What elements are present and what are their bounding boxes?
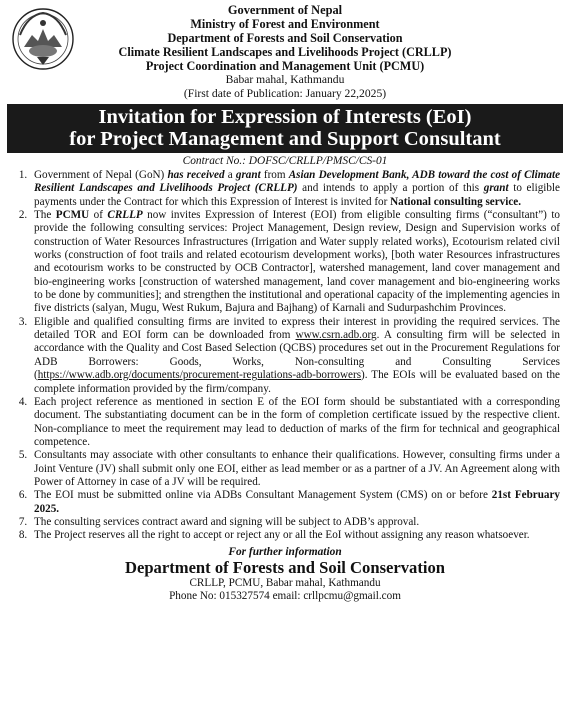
text-segment: PCMU [55, 209, 90, 222]
unit-name: Project Coordination and Management Unit (PCMU) [145, 59, 425, 73]
footer-contact: Phone No: 015327574 email: crllpcmu@gmail.com [169, 589, 401, 602]
list-item: 7. The consulting services contract award and signing will be subject to ADB’s approval. [30, 516, 560, 529]
list-item: 5. Consultants may associate with other consultants to enhance their qualifications. However, consulting firms under a Joint Venture (JV) shall submit only one EOI, either as lead member or as a partner of a JV. An Agreement along with Power of Attorney in case of a JV will be required. [30, 449, 560, 489]
text-segment: . A consulting firm will be selected in accordance with the Quality and Cost Based Selection (QCBS) procedures set out in the Procurement Regulations for ADB Borrowers: Goods, Works, Non-consulting and Consulting Services ( [34, 329, 560, 382]
text-segment: CRLLP [107, 209, 143, 222]
title-banner [7, 104, 563, 153]
list-item: 4. Each project reference as mentioned in section E of the EOI form should be substantiated with a corresponding document. The substantiating document can be in the form of completion certificate issued by the respective client. Non-compliance to meet the requirement may lead to deduction of marks of the firm for technical and geographical competence. [30, 396, 560, 449]
text-segment: Asian Development Bank, ADB toward the cost of Climate Resilient Landscapes and Livelihoods Project (CRLLP) [34, 169, 561, 195]
submission-deadline: 21st February 2025. [34, 489, 560, 515]
notice-items [6, 169, 564, 543]
csrn-link[interactable]: www.csrn.adb.org [295, 329, 377, 342]
government-name: Government of Nepal [227, 3, 343, 17]
text-segment: and intends to apply a portion of this [297, 182, 484, 195]
project-name: Climate Resilient Landscapes and Livelihoods Project (CRLLP) [118, 45, 452, 59]
text-segment: a [224, 169, 236, 181]
further-info-label: For further information [228, 545, 342, 558]
text-segment: The [34, 209, 56, 222]
list-item [30, 316, 560, 396]
text-segment: grant [483, 182, 509, 195]
text-segment: from [260, 169, 289, 181]
text-segment: grant [235, 169, 261, 181]
notice-header [6, 0, 564, 101]
title-line-2: for Project Management and Support Consultant [69, 128, 501, 150]
list-item [30, 169, 560, 209]
text-segment: to eligible payments under the Contract for which this Expression of Interest is invited for [34, 182, 560, 208]
contract-number: Contract No.: DOFSC/CRLLP/PMSC/CS-01 [182, 155, 388, 167]
nepal-emblem-icon [10, 5, 76, 71]
footer-department: Department of Forests and Soil Conservation [124, 557, 446, 577]
adb-regulations-link[interactable]: https://www.adb.org/documents/procurement-regulations-adb-borrowers [37, 369, 362, 382]
footer-address: CRLLP, PCMU, Babar mahal, Kathmandu [189, 576, 381, 589]
text-segment: The EOI must be submitted online via ADBs Consultant Management System (CMS) on or before [34, 489, 492, 502]
notice-footer [6, 545, 564, 603]
text-segment: Eligible and qualified consulting firms are invited to express their interest in providing the required services. The detailed TOR and EOI form can be downloaded from [34, 315, 560, 342]
department-name: Department of Forests and Soil Conservation [167, 31, 403, 45]
list-item [30, 209, 560, 316]
text-segment: now invites Expression of Interest (EOI) from eligible consulting firms (“consultant”) to provide the following consulting services: Project Management, Design review, Design and Supervision works of construction of Water Resources Infrastructures (Irrigation and Water supply related works), Ecotourism related civil works (construction of foot trails and related ecotourism development works), [both water Resources infrastructures and ecotourism works to be constructed by OCB Contractor], watershed management, land cover management and bio-engineering works [construction of watershed management, land cover management and bio-engineering works to be done by communities]; and strengthen the institutional and operational capacity of the implementing agencies in five districts (salyan, Mugu, West Rukum, Bajura and Bajhang) of Karnali and Sudurpashchim Provinces. [34, 209, 560, 315]
list-item [30, 489, 560, 516]
list-item: 8. The Project reserves all the right to accept or reject any or all the EoI without assigning any reason whatsoever. [30, 529, 560, 542]
text-segment: has received [167, 169, 225, 181]
text-segment: of [89, 209, 108, 222]
publication-date: (First date of Publication: January 22,2025) [183, 87, 387, 100]
text-segment: National consulting service. [390, 195, 522, 208]
ministry-name: Ministry of Forest and Environment [190, 17, 380, 31]
text-segment: ). The EOIs will be evaluated based on the complete information provided by the firm/company. [34, 369, 560, 395]
header-address: Babar mahal, Kathmandu [225, 73, 345, 86]
text-segment: Government of Nepal (GoN) [34, 169, 168, 181]
title-line-1: Invitation for Expression of Interests (EoI) [98, 106, 472, 128]
